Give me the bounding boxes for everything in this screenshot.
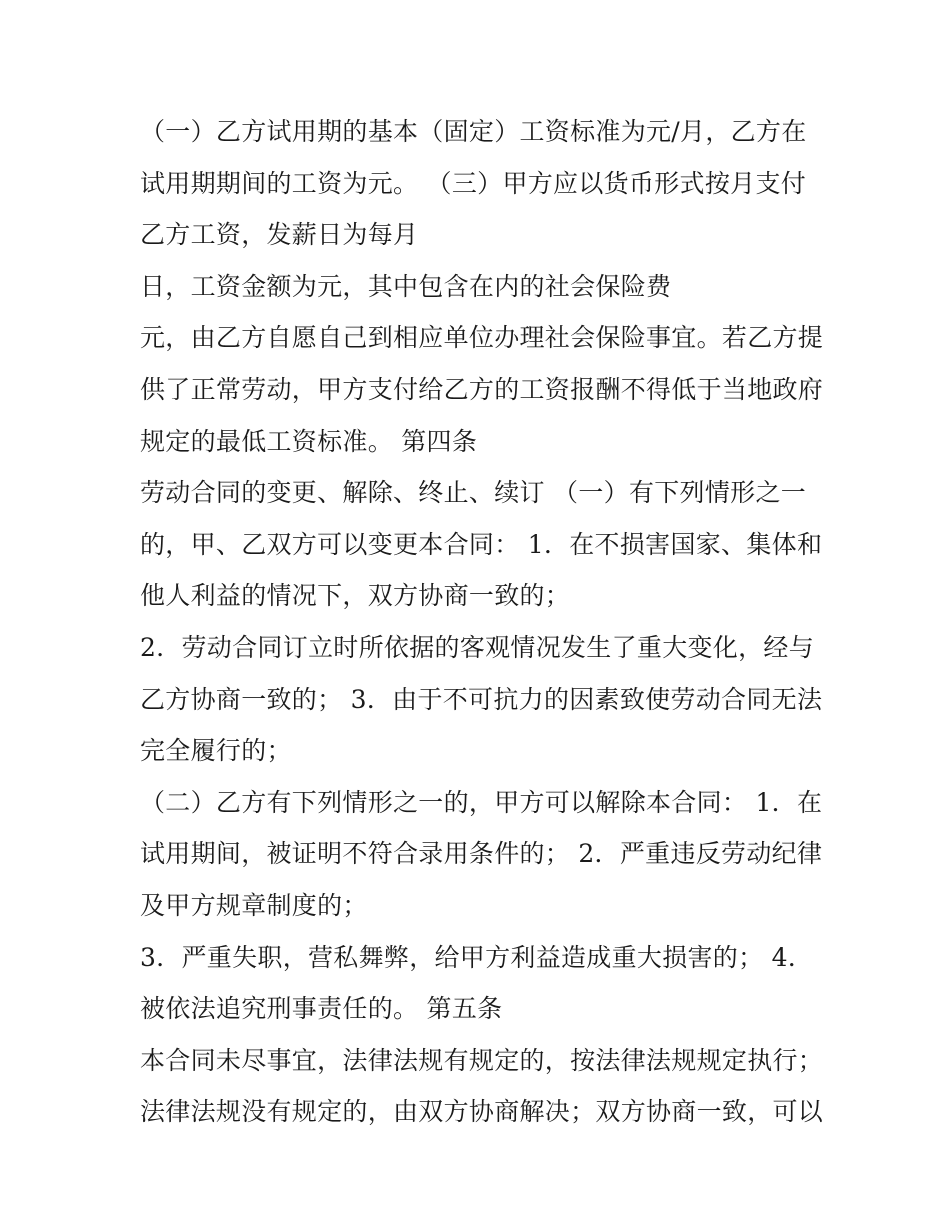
text-line: 他人利益的情况下，双方协商一致的；: [140, 581, 571, 611]
text-line: 完全履行的；: [140, 736, 292, 766]
text-line: （二）乙方有下列情形之一的，甲方可以解除本合同： 1．在: [140, 787, 823, 817]
text-line: 劳动合同的变更、解除、终止、续订 （一）有下列情形之一: [140, 478, 807, 508]
text-line: 试用期间，被证明不符合录用条件的； 2．严重违反劳动纪律: [140, 839, 823, 869]
text-line: 供了正常劳动，甲方支付给乙方的工资报酬不得低于当地政府: [140, 374, 824, 404]
text-line: 被依法追究刑事责任的。 第五条: [140, 994, 503, 1024]
text-line: 日，工资金额为元，其中包含在内的社会保险费: [140, 271, 672, 301]
text-line: 乙方工资，发薪日为每月: [140, 220, 419, 250]
document-body: [140, 106, 840, 1138]
text-line: 本合同未尽事宜，法律法规有规定的，按法律法规规定执行；: [140, 1045, 824, 1075]
text-line: 2．劳动合同订立时所依据的客观情况发生了重大变化，经与: [140, 632, 815, 662]
text-line: 规定的最低工资标准。 第四条: [140, 426, 478, 456]
text-line: 试用期期间的工资为元。 （三）甲方应以货币形式按月支付: [140, 168, 807, 198]
text-line: 乙方协商一致的； 3．由于不可抗力的因素致使劳动合同无法: [140, 684, 823, 714]
text-line: 法律法规没有规定的，由双方协商解决；双方协商一致，可以: [140, 1097, 824, 1127]
text-line: （一）乙方试用期的基本（固定）工资标准为元/月，乙方在: [140, 117, 807, 146]
text-line: 的，甲、乙双方可以变更本合同： 1．在不损害国家、集体和: [140, 529, 823, 559]
text-line: 3．严重失职，营私舞弊，给甲方利益造成重大损害的； 4．: [140, 942, 814, 972]
text-line: 及甲方规章制度的；: [140, 890, 368, 920]
text-line: 元，由乙方自愿自己到相应单位办理社会保险事宜。若乙方提: [140, 323, 824, 353]
